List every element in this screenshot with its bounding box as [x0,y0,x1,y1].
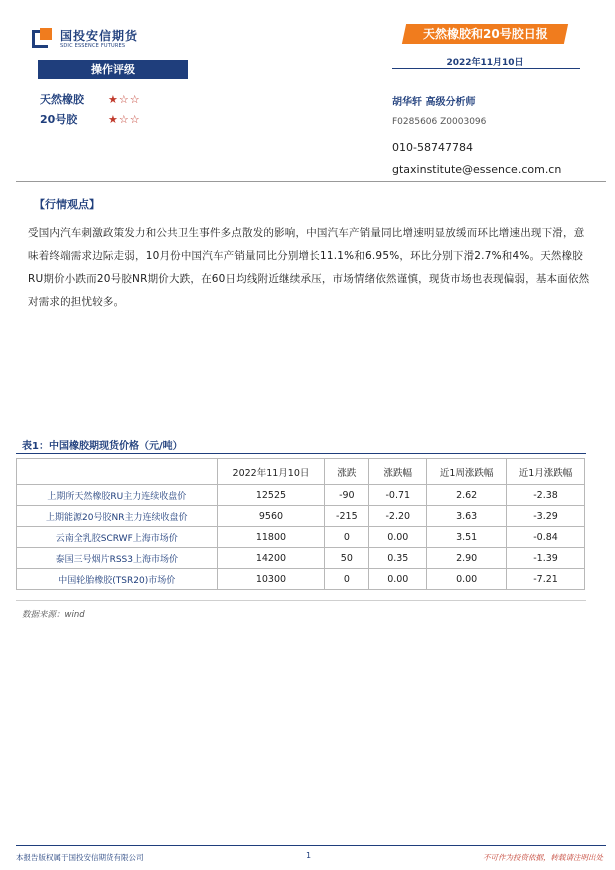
table-cell: 0.00 [369,569,427,590]
table-top-rule [16,453,586,454]
table-cell: 0.35 [369,548,427,569]
report-title-badge [402,24,568,44]
table-row [17,506,585,527]
table-cell: 50 [325,548,369,569]
table-cell: -90 [325,485,369,506]
table-cell: 3.51 [427,527,507,548]
market-view-body: 受国内汽车刺激政策发力和公共卫生事件多点散发的影响，中国汽车产销量同比增速明显放缓而环比增速出现下滑，意味着终端需求边际走弱，10月份中国汽车产销量同比分别增长11.1%和6.95%，环比分别下滑2.7%和4%。天然橡胶RU期价小跌而20号胶NR期价大跌，在60日均线附近继续承压，市场情绪依然谨慎，现货市场也表现偏弱，基本面依然对需求的担忧较多。 [28,227,590,308]
table-cell: -215 [325,506,369,527]
table-header-cell [17,459,218,485]
report-date: 2022年11月10日 [446,58,524,68]
price-table [16,458,585,590]
table-cell: -2.38 [507,485,585,506]
table-cell: 泰国三号烟片RSS3上海市场价 [17,548,218,569]
table-row [17,527,585,548]
table-cell: 11800 [217,527,325,548]
table-row [17,569,585,590]
table-cell: 云南全乳胶SCRWF上海市场价 [17,527,218,548]
source-divider [16,600,586,601]
table-header-cell: 近1月涨跌幅 [507,459,585,485]
market-view-title: 【行情观点】 [34,198,100,211]
rating-stars-icon: ★☆☆ [108,112,141,126]
analyst-phone: 010-58747784 [392,141,473,154]
rating-row [40,91,141,107]
rating-row [40,111,141,127]
footer-copyright: 本报告版权属于国投安信期货有限公司 [16,853,144,862]
logo-en-text: SDIC ESSENCE FUTURES [60,42,126,49]
page-number: 1 [306,851,312,860]
table-title: 表1：中国橡胶期现货价格（元/吨） [22,441,183,452]
table-cell: 2.62 [427,485,507,506]
rating-name: 天然橡胶 [40,93,84,106]
table-cell: 14200 [217,548,325,569]
table-header-cell: 近1周涨跌幅 [427,459,507,485]
rating-name: 20号胶 [40,113,78,126]
analyst-email[interactable]: gtaxinstitute@essence.com.cn [392,163,562,176]
logo-cn-text: 国投安信期货 [60,28,139,43]
table-cell: 0.00 [369,527,427,548]
header-divider [16,181,606,182]
report-title: 天然橡胶和20号胶日报 [422,27,548,41]
table-cell: 3.63 [427,506,507,527]
table-cell: -0.71 [369,485,427,506]
table-header-cell: 涨跌 [325,459,369,485]
table-cell: -1.39 [507,548,585,569]
analyst-name: 胡华轩 高级分析师 [392,97,476,108]
company-logo [32,26,162,52]
table-header-cell: 2022年11月10日 [217,459,325,485]
rating-title: 操作评级 [38,60,188,79]
table-row [17,485,585,506]
analyst-cert: F0285606 Z0003096 [392,117,487,127]
footer-divider [16,845,606,846]
logo-mark-icon [32,28,54,50]
table-header-row [17,459,585,485]
table-cell: 0 [325,527,369,548]
data-source: 数据来源：wind [22,610,85,620]
table-cell: -7.21 [507,569,585,590]
table-cell: -0.84 [507,527,585,548]
table-cell: 中国轮胎橡胶(TSR20)市场价 [17,569,218,590]
table-cell: -3.29 [507,506,585,527]
table-cell: 2.90 [427,548,507,569]
table-cell: 12525 [217,485,325,506]
footer-disclaimer: 不可作为投资依据，转载请注明出处 [483,853,603,862]
table-cell: 上期能源20号胶NR主力连续收盘价 [17,506,218,527]
table-row [17,548,585,569]
date-divider [392,68,580,69]
table-cell: 0.00 [427,569,507,590]
table-header-cell: 涨跌幅 [369,459,427,485]
rating-stars-icon: ★☆☆ [108,92,141,106]
table-cell: 10300 [217,569,325,590]
table-cell: 上期所天然橡胶RU主力连续收盘价 [17,485,218,506]
table-cell: 0 [325,569,369,590]
table-cell: -2.20 [369,506,427,527]
table-cell: 9560 [217,506,325,527]
